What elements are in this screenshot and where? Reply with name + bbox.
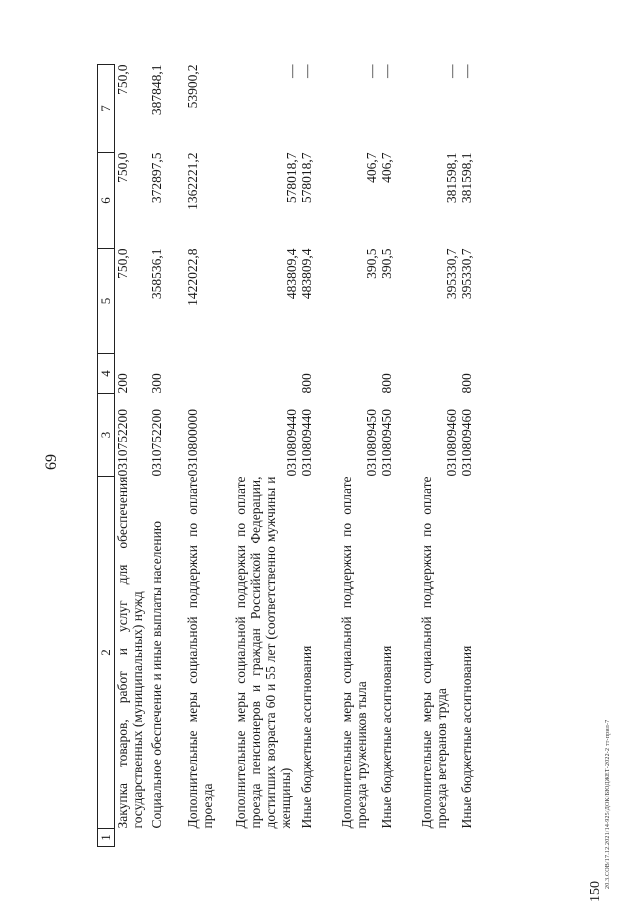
row-name: Иные бюджетные ассигнования xyxy=(379,645,394,829)
row-name: Социальное обеспечение и иные выплаты населению xyxy=(149,521,164,829)
row-value-6: 750,0 xyxy=(115,152,130,183)
row-type: 300 xyxy=(149,373,164,394)
row-type: 800 xyxy=(379,373,394,394)
table-row xyxy=(379,65,419,847)
table-row xyxy=(115,65,150,847)
row-value-7: — xyxy=(444,64,459,78)
row-value-5: 483809,4 xyxy=(284,248,299,300)
row-code: 0310809460 xyxy=(459,409,474,477)
row-type xyxy=(419,354,459,394)
row-value-6: 381598,1 xyxy=(444,152,459,204)
row-value-7: — xyxy=(379,64,394,78)
budget-table xyxy=(97,64,489,847)
table-row xyxy=(185,65,233,847)
row-code: 0310809460 xyxy=(444,409,459,477)
header-col-4: 4 xyxy=(98,354,115,394)
row-value-6: 381598,1 xyxy=(459,152,474,204)
row-type: 800 xyxy=(299,373,314,394)
row-name: Иные бюджетные ассигнования xyxy=(299,645,314,829)
row-value-5: 483809,4 xyxy=(299,248,314,300)
row-value-5: 395330,7 xyxy=(444,248,459,300)
row-name: Иные бюджетные ассигнования xyxy=(459,645,474,829)
row-code: 0310809440 xyxy=(284,409,299,477)
row-name: Закупка товаров, работ и услуг для обеспечения государственных (муниципальных) нужд xyxy=(115,476,145,829)
row-type xyxy=(233,354,299,394)
header-col-5: 5 xyxy=(98,249,115,354)
header-col-3: 3 xyxy=(98,394,115,477)
row-value-6: 406,7 xyxy=(364,152,379,183)
row-type xyxy=(185,354,233,394)
row-name: Дополнительные меры социальной поддержки по оплате проезда тружеников тыла xyxy=(339,476,369,829)
row-value-7: — xyxy=(459,64,474,78)
row-value-6: 406,7 xyxy=(379,152,394,183)
row-value-7: — xyxy=(364,64,379,78)
row-code: 0310752200 xyxy=(149,409,164,477)
row-code: 0310809440 xyxy=(299,409,314,477)
header-col-7: 7 xyxy=(98,65,115,153)
table-row xyxy=(459,65,489,847)
header-col-6: 6 xyxy=(98,153,115,249)
row-type: 200 xyxy=(115,373,130,394)
row-name: Дополнительные меры социальной поддержки по оплате проезда xyxy=(185,476,215,829)
row-value-6: 1362221,2 xyxy=(185,152,200,210)
row-code: 0310752200 xyxy=(115,409,130,477)
table-row xyxy=(339,65,379,847)
row-value-6: 578018,7 xyxy=(284,152,299,204)
row-value-5: 750,0 xyxy=(115,248,130,279)
row-value-5: 358536,1 xyxy=(149,248,164,300)
row-code: 0310800000 xyxy=(185,409,200,477)
row-value-7: 750,0 xyxy=(115,64,130,95)
row-value-5: 395330,7 xyxy=(459,248,474,300)
footer-code: 20.3.СОВ/17.12.2021/14-925/ДОК/БЮДЖЕТ-2022-2 тт-прил-7 xyxy=(605,719,611,889)
row-name: Дополнительные меры социальной поддержки по оплате проезда пенсионеров и граждан Российской Федерации, достигших возраста 60 и 55 лет (соответственно мужчины и женщины) xyxy=(233,476,293,829)
row-type xyxy=(339,354,379,394)
row-value-5: 390,5 xyxy=(379,248,394,279)
row-code: 0310809450 xyxy=(379,409,394,477)
table-row xyxy=(419,65,459,847)
page-number: 69 xyxy=(43,454,60,470)
table-row xyxy=(149,65,185,847)
header-row xyxy=(98,65,115,847)
row-value-6: 578018,7 xyxy=(299,152,314,204)
table-row xyxy=(299,65,339,847)
row-value-5: 1422022,8 xyxy=(185,248,200,306)
row-value-7: — xyxy=(284,64,299,78)
header-col-2: 2 xyxy=(98,477,115,829)
row-value-5: 390,5 xyxy=(364,248,379,279)
header-col-1: 1 xyxy=(98,829,115,847)
row-type: 800 xyxy=(459,373,474,394)
row-value-6: 372897,5 xyxy=(149,152,164,204)
row-name: Дополнительные меры социальной поддержки по оплате проезда ветеранов труда xyxy=(419,476,449,829)
table-row xyxy=(233,65,299,847)
row-value-7: 387848,1 xyxy=(149,64,164,116)
row-value-7: — xyxy=(299,64,314,78)
row-code: 0310809450 xyxy=(364,409,379,477)
sheet-number: 150 xyxy=(588,881,603,902)
row-value-7: 53900,2 xyxy=(185,64,200,109)
